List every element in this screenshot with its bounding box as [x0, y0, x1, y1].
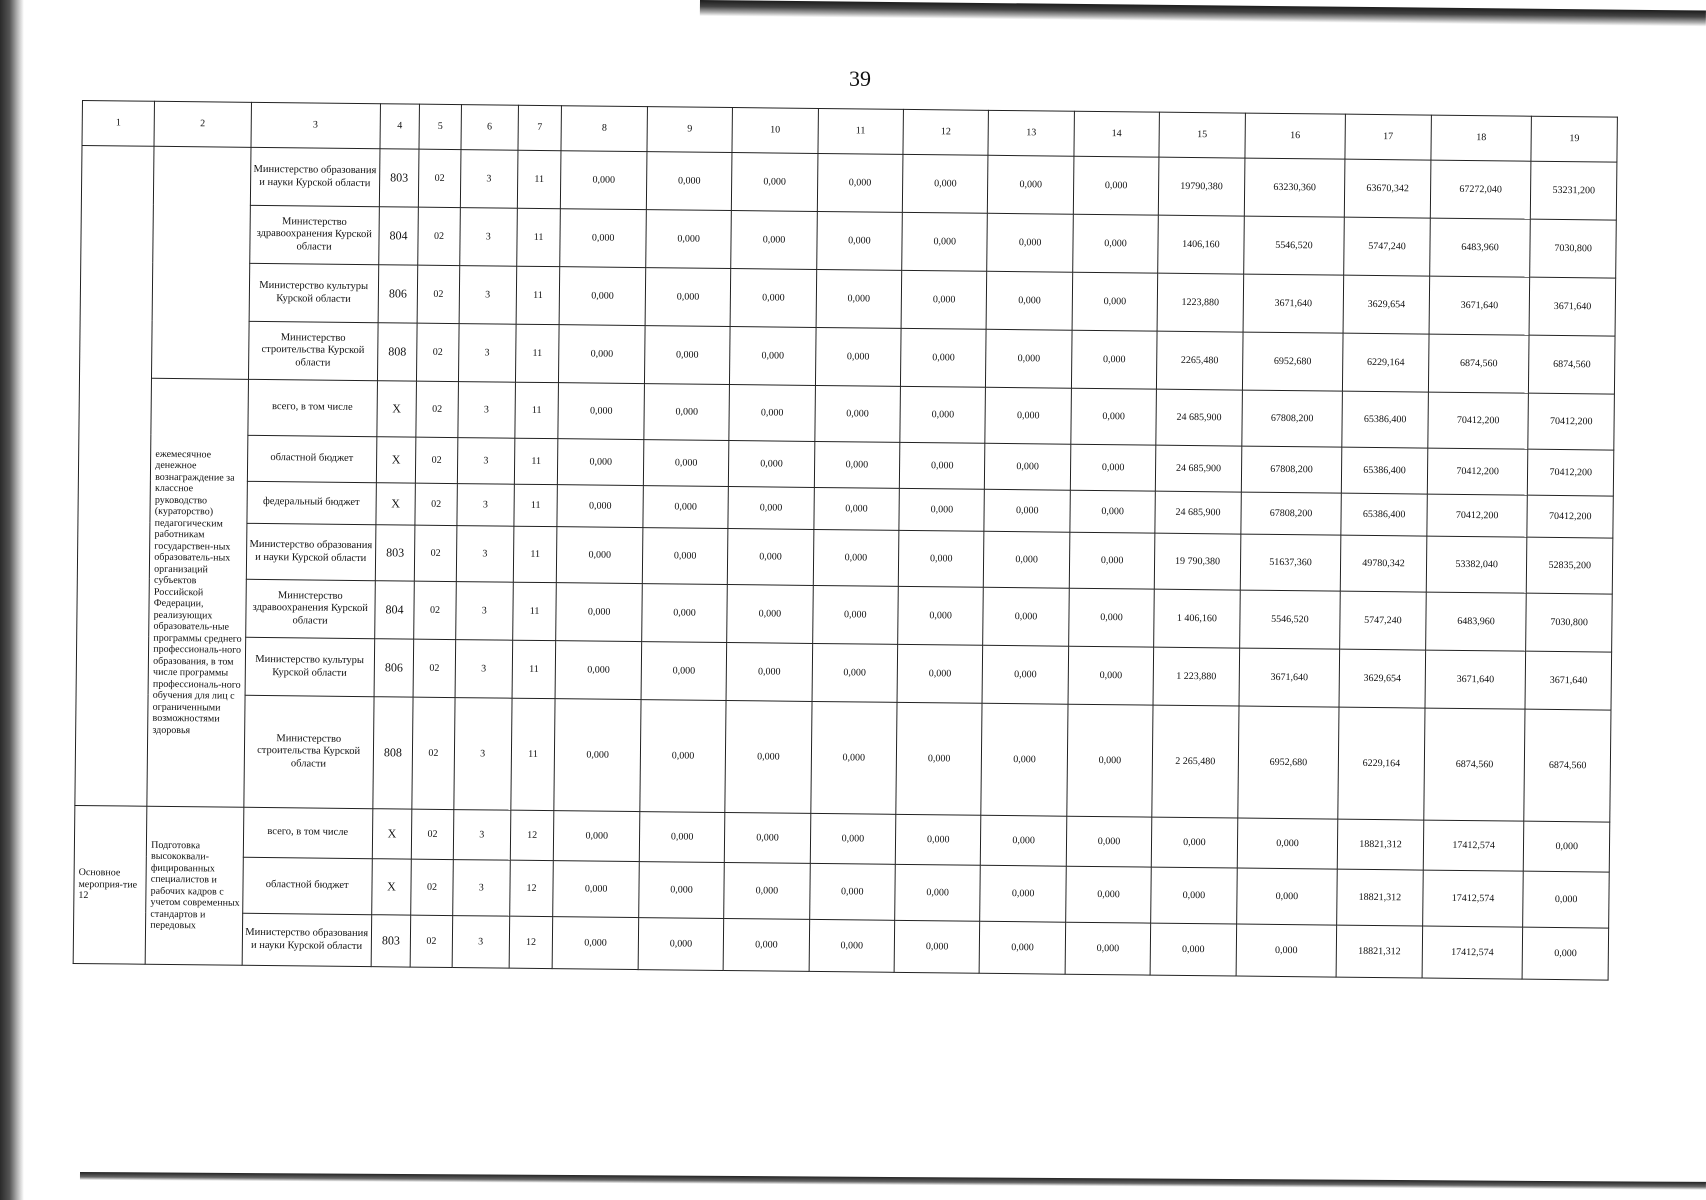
cell-c8: 0,000 [557, 485, 643, 528]
cell-c18: 6874,560 [1424, 708, 1526, 821]
cell-c9: 0,000 [639, 812, 725, 863]
cell-c7: 11 [514, 438, 558, 484]
cell-c14: 0,000 [1068, 646, 1154, 705]
cell-c11: 0,000 [816, 211, 902, 270]
cell-c15: 19790,380 [1159, 157, 1245, 216]
cell-c10: 0,000 [728, 529, 814, 586]
cell-c18: 17412,574 [1422, 926, 1523, 979]
cell-c14: 0,000 [1067, 704, 1154, 817]
cell-c15: 0,000 [1151, 817, 1237, 868]
cell-c3: Министерство культуры Курской области [249, 263, 379, 322]
cell-c15: 19 790,380 [1154, 533, 1240, 590]
main-activity-label: Основное мероприя-тие 12 [73, 805, 147, 964]
cell-c11: 0,000 [814, 487, 900, 530]
cell-c14: 0,000 [1071, 388, 1157, 445]
table-body [73, 101, 1617, 981]
cell-c6: 3 [452, 916, 509, 969]
cell-c16: 3671,640 [1243, 274, 1344, 333]
cell-c9: 0,000 [642, 584, 728, 643]
cell-c3: Министерство здравоохранения Курской области [245, 579, 375, 638]
cell-c10: 0,000 [723, 918, 809, 971]
cell-c10: 0,000 [729, 441, 815, 488]
cell-c19: 70412,200 [1528, 393, 1614, 450]
column-header: 12 [903, 109, 989, 155]
cell-c15: 24 685,900 [1155, 491, 1241, 534]
column-header: 1 [82, 101, 155, 147]
cell-c9: 0,000 [646, 152, 732, 211]
cell-c10: 0,000 [732, 153, 818, 212]
cell-c10: 0,000 [731, 211, 817, 270]
cell-c11: 0,000 [810, 701, 897, 814]
cell-c13: 0,000 [980, 921, 1066, 974]
cell-c11: 0,000 [817, 153, 903, 212]
cell-c11: 0,000 [809, 863, 895, 920]
cell-c13: 0,000 [981, 815, 1067, 866]
budget-table-sheet [73, 100, 1618, 981]
cell-c7: 11 [516, 266, 560, 324]
cell-c14: 0,000 [1069, 532, 1155, 589]
cell-c17: 5747,240 [1344, 217, 1430, 276]
cell-c16: 67808,200 [1241, 446, 1342, 493]
cell-c5: 02 [410, 915, 452, 967]
cell-c15: 1 406,160 [1154, 589, 1240, 648]
cell-c4: X [376, 437, 416, 483]
cell-c17: 3629,654 [1343, 275, 1429, 334]
scan-edge-bottom [80, 1172, 1706, 1190]
cell-c7: 12 [510, 810, 554, 860]
cell-c17: 18821,312 [1337, 869, 1423, 926]
cell-c9: 0,000 [645, 268, 731, 327]
cell-c6: 3 [459, 266, 517, 325]
cell-c7: 11 [513, 526, 557, 582]
column-header: 6 [461, 105, 518, 151]
column-2-empty-cell [152, 146, 251, 379]
cell-c18: 70412,200 [1427, 448, 1528, 495]
cell-c18: 70412,200 [1428, 392, 1529, 449]
cell-c6: 3 [458, 382, 516, 439]
cell-c9: 0,000 [641, 642, 727, 701]
cell-c12: 0,000 [899, 442, 985, 489]
column-header: 14 [1074, 111, 1160, 157]
cell-c5: 02 [416, 381, 458, 437]
cell-c4: 806 [378, 265, 418, 323]
cell-c18: 53382,040 [1426, 536, 1527, 593]
cell-c5: 02 [416, 437, 458, 483]
activity-description: ежемесячное денежное вознаграждение за классное руководство (кураторство) педагогическим работникам государствен-ных образователь-ных организаций субъектов Российской Федерации, реализующих образователь-ные программы среднего профессиональ-ного образования, в том числе программы профессиональ-ного обучения для лиц с ограниченными возможностями здоровья [147, 378, 248, 807]
cell-c19: 3671,640 [1529, 277, 1615, 336]
column-header: 7 [518, 105, 562, 150]
cell-c3: областной бюджет [247, 435, 377, 482]
cell-c5: 02 [413, 639, 455, 697]
cell-c10: 0,000 [725, 813, 811, 864]
cell-c14: 0,000 [1071, 330, 1157, 389]
cell-c12: 0,000 [896, 702, 983, 815]
cell-c3: федеральный бюджет [247, 481, 377, 524]
cell-c12: 0,000 [900, 386, 986, 443]
cell-c15: 0,000 [1151, 867, 1237, 924]
cell-c6: 3 [455, 640, 513, 699]
cell-c13: 0,000 [981, 703, 1068, 816]
cell-c9: 0,000 [640, 700, 727, 813]
cell-c14: 0,000 [1073, 214, 1159, 273]
cell-c3: областной бюджет [242, 857, 372, 914]
cell-c6: 3 [452, 860, 510, 917]
cell-c12: 0,000 [894, 920, 980, 973]
cell-c13: 0,000 [987, 271, 1073, 330]
cell-c8: 0,000 [554, 811, 640, 862]
cell-c15: 2 265,480 [1152, 705, 1239, 818]
column-header: 8 [561, 106, 647, 152]
cell-c3: Министерство культуры Курской области [245, 637, 375, 696]
cell-c19: 0,000 [1523, 871, 1609, 928]
cell-c9: 0,000 [643, 486, 729, 529]
cell-c10: 0,000 [727, 585, 813, 644]
cell-c8: 0,000 [557, 527, 643, 584]
column-1-empty-cell [75, 146, 154, 807]
cell-c7: 11 [514, 484, 558, 526]
cell-c3: Министерство образования и науки Курской области [242, 913, 372, 966]
cell-c5: 02 [415, 525, 457, 581]
column-header: 11 [818, 108, 904, 154]
cell-c9: 0,000 [642, 528, 728, 585]
cell-c14: 0,000 [1068, 588, 1154, 647]
cell-c8: 0,000 [556, 583, 642, 642]
column-header: 9 [647, 107, 733, 153]
cell-c4: 804 [374, 581, 414, 639]
cell-c8: 0,000 [558, 383, 644, 440]
cell-c9: 0,000 [638, 918, 724, 971]
cell-c8: 0,000 [553, 861, 639, 918]
cell-c18: 17412,574 [1423, 820, 1524, 871]
cell-c18: 70412,200 [1427, 494, 1528, 537]
column-header: 2 [154, 101, 251, 147]
main-activity-description: Подготовка высококвали-фицированных специалистов и рабочих кадров с учетом современных стандартов и передовых [145, 806, 243, 965]
cell-c18: 6483,960 [1425, 592, 1526, 651]
cell-c17: 18821,312 [1338, 819, 1424, 870]
cell-c8: 0,000 [554, 699, 641, 812]
cell-c9: 0,000 [644, 326, 730, 385]
cell-c11: 0,000 [812, 585, 898, 644]
cell-c6: 3 [460, 150, 518, 209]
cell-c10: 0,000 [730, 269, 816, 328]
cell-c5: 02 [411, 809, 453, 859]
cell-c19: 6874,560 [1529, 335, 1615, 394]
cell-c19: 0,000 [1523, 927, 1609, 980]
cell-c10: 0,000 [726, 643, 812, 702]
column-header: 17 [1345, 114, 1431, 160]
cell-c17: 49780,342 [1341, 535, 1427, 592]
cell-c11: 0,000 [810, 813, 896, 864]
cell-c4: X [372, 809, 412, 859]
cell-c13: 0,000 [987, 213, 1073, 272]
cell-c9: 0,000 [646, 210, 732, 269]
cell-c17: 65386,400 [1341, 493, 1427, 536]
cell-c9: 0,000 [639, 862, 725, 919]
cell-c4: X [376, 483, 416, 525]
cell-c9: 0,000 [644, 384, 730, 441]
cell-c3: Министерство здравоохранения Курской области [249, 205, 379, 264]
cell-c16: 6952,680 [1242, 332, 1343, 391]
cell-c19: 70412,200 [1527, 495, 1613, 538]
cell-c19: 7030,800 [1530, 219, 1616, 278]
cell-c18: 17412,574 [1422, 870, 1523, 927]
column-header: 3 [251, 102, 381, 148]
cell-c7: 12 [509, 916, 553, 968]
cell-c8: 0,000 [559, 325, 645, 384]
cell-c14: 0,000 [1072, 272, 1158, 331]
cell-c5: 02 [414, 581, 456, 639]
cell-c6: 3 [457, 438, 514, 485]
cell-c11: 0,000 [815, 327, 901, 386]
cell-c13: 0,000 [984, 489, 1070, 532]
cell-c4: 808 [373, 697, 414, 809]
cell-c3: Министерство строительства Курской области [243, 695, 373, 808]
cell-c6: 3 [458, 324, 516, 383]
cell-c7: 11 [512, 640, 556, 698]
cell-c12: 0,000 [900, 328, 986, 387]
cell-c13: 0,000 [988, 155, 1074, 214]
column-header: 19 [1531, 116, 1617, 162]
budget-table [73, 100, 1618, 981]
cell-c5: 02 [417, 323, 459, 381]
cell-c13: 0,000 [983, 587, 1069, 646]
cell-c12: 0,000 [901, 270, 987, 329]
cell-c19: 53231,200 [1531, 161, 1617, 220]
cell-c8: 0,000 [560, 209, 646, 268]
cell-c8: 0,000 [553, 917, 639, 970]
cell-c12: 0,000 [897, 644, 983, 703]
cell-c19: 0,000 [1524, 821, 1610, 872]
cell-c16: 0,000 [1236, 868, 1337, 925]
cell-c17: 5747,240 [1340, 591, 1426, 650]
cell-c16: 67808,200 [1240, 492, 1341, 535]
cell-c7: 11 [515, 382, 559, 438]
cell-c15: 1 223,880 [1153, 647, 1239, 706]
scan-edge-left [0, 0, 24, 1200]
cell-c8: 0,000 [558, 439, 644, 486]
cell-c6: 3 [454, 698, 512, 811]
cell-c3: всего, в том числе [247, 379, 377, 436]
cell-c9: 0,000 [643, 440, 729, 487]
cell-c3: Министерство образования и науки Курской области [250, 147, 380, 206]
cell-c14: 0,000 [1070, 444, 1156, 491]
table-row [75, 693, 1611, 822]
cell-c13: 0,000 [986, 329, 1072, 388]
cell-c12: 0,000 [898, 530, 984, 587]
column-header: 4 [380, 104, 420, 149]
cell-c19: 52835,200 [1527, 537, 1613, 594]
cell-c12: 0,000 [898, 586, 984, 645]
cell-c4: 806 [374, 639, 414, 697]
cell-c17: 3629,654 [1339, 649, 1425, 708]
column-header: 16 [1245, 113, 1346, 159]
cell-c7: 12 [509, 860, 553, 916]
cell-c12: 0,000 [895, 864, 981, 921]
cell-c6: 3 [457, 484, 514, 527]
cell-c14: 0,000 [1073, 156, 1159, 215]
cell-c4: 808 [377, 323, 417, 381]
cell-c12: 0,000 [895, 814, 981, 865]
column-header: 18 [1431, 115, 1532, 161]
cell-c6: 3 [460, 208, 518, 267]
cell-c14: 0,000 [1065, 866, 1151, 923]
cell-c13: 0,000 [985, 387, 1071, 444]
cell-c10: 0,000 [728, 487, 814, 530]
cell-c13: 0,000 [985, 443, 1071, 490]
cell-c17: 65386,400 [1342, 447, 1428, 494]
page-number: 39 [849, 66, 871, 91]
cell-c10: 0,000 [730, 327, 816, 386]
cell-c8: 0,000 [556, 641, 642, 700]
cell-c17: 6229,164 [1338, 707, 1425, 820]
cell-c3: всего, в том числе [243, 807, 373, 858]
cell-c15: 1406,160 [1158, 215, 1244, 274]
cell-c16: 63230,360 [1244, 158, 1345, 217]
cell-c14: 0,000 [1065, 922, 1151, 975]
cell-c5: 02 [415, 483, 457, 525]
column-header: 10 [732, 108, 818, 154]
cell-c15: 2265,480 [1157, 331, 1243, 390]
cell-c18: 67272,040 [1430, 160, 1531, 219]
cell-c10: 0,000 [725, 701, 812, 814]
cell-c13: 0,000 [982, 645, 1068, 704]
cell-c19: 3671,640 [1525, 651, 1611, 710]
cell-c15: 24 685,900 [1156, 445, 1242, 492]
cell-c5: 02 [418, 207, 460, 265]
cell-c16: 0,000 [1236, 924, 1337, 977]
cell-c16: 6952,680 [1237, 706, 1339, 819]
cell-c7: 11 [515, 324, 559, 382]
cell-c7: 11 [511, 698, 556, 810]
cell-c11: 0,000 [816, 269, 902, 328]
cell-c7: 11 [517, 150, 561, 208]
cell-c15: 1223,880 [1157, 273, 1243, 332]
cell-c16: 51637,360 [1240, 534, 1341, 591]
cell-c18: 6483,960 [1429, 218, 1530, 277]
cell-c10: 0,000 [724, 862, 810, 919]
cell-c6: 3 [455, 582, 513, 641]
cell-c18: 3671,640 [1429, 276, 1530, 335]
cell-c16: 67808,200 [1241, 390, 1342, 447]
cell-c4: 803 [371, 915, 411, 967]
cell-c5: 02 [411, 859, 453, 915]
cell-c13: 0,000 [984, 531, 1070, 588]
cell-c11: 0,000 [813, 529, 899, 586]
cell-c4: X [377, 381, 417, 437]
cell-c3: Министерство строительства Курской области [248, 321, 378, 380]
cell-c12: 0,000 [902, 212, 988, 271]
cell-c16: 3671,640 [1239, 648, 1340, 707]
cell-c16: 5546,520 [1243, 216, 1344, 275]
cell-c18: 6874,560 [1428, 334, 1529, 393]
cell-c12: 0,000 [902, 154, 988, 213]
cell-c14: 0,000 [1070, 490, 1156, 533]
column-header: 13 [988, 110, 1074, 156]
cell-c6: 3 [456, 526, 514, 583]
cell-c11: 0,000 [812, 643, 898, 702]
cell-c7: 11 [512, 582, 556, 640]
cell-c11: 0,000 [809, 919, 895, 972]
cell-c8: 0,000 [561, 151, 647, 210]
cell-c6: 3 [453, 810, 510, 861]
cell-c7: 11 [516, 208, 560, 266]
cell-c10: 0,000 [729, 385, 815, 442]
cell-c13: 0,000 [980, 865, 1066, 922]
cell-c16: 0,000 [1237, 818, 1338, 869]
cell-c17: 6229,164 [1343, 333, 1429, 392]
cell-c19: 6874,560 [1524, 709, 1611, 822]
cell-c15: 24 685,900 [1156, 389, 1242, 446]
cell-c8: 0,000 [560, 267, 646, 326]
cell-c17: 63670,342 [1345, 159, 1431, 218]
cell-c19: 70412,200 [1528, 449, 1614, 496]
cell-c11: 0,000 [814, 441, 900, 488]
cell-c5: 02 [417, 265, 459, 323]
cell-c17: 18821,312 [1336, 925, 1422, 978]
scan-edge-top [700, 0, 1706, 27]
cell-c16: 5546,520 [1239, 590, 1340, 649]
cell-c19: 7030,800 [1526, 593, 1612, 652]
cell-c17: 65386,400 [1342, 391, 1428, 448]
cell-c18: 3671,640 [1425, 650, 1526, 709]
cell-c14: 0,000 [1066, 816, 1152, 867]
cell-c12: 0,000 [899, 488, 985, 531]
cell-c11: 0,000 [815, 385, 901, 442]
column-header: 5 [419, 104, 461, 149]
cell-c3: Министерство образования и науки Курской области [246, 523, 376, 580]
cell-c4: X [371, 859, 411, 915]
cell-c15: 0,000 [1150, 923, 1236, 976]
cell-c5: 02 [419, 149, 461, 207]
column-header: 15 [1159, 112, 1245, 158]
cell-c4: 804 [379, 207, 419, 265]
cell-c5: 02 [412, 697, 455, 809]
cell-c4: 803 [375, 525, 415, 581]
cell-c4: 803 [379, 149, 419, 207]
